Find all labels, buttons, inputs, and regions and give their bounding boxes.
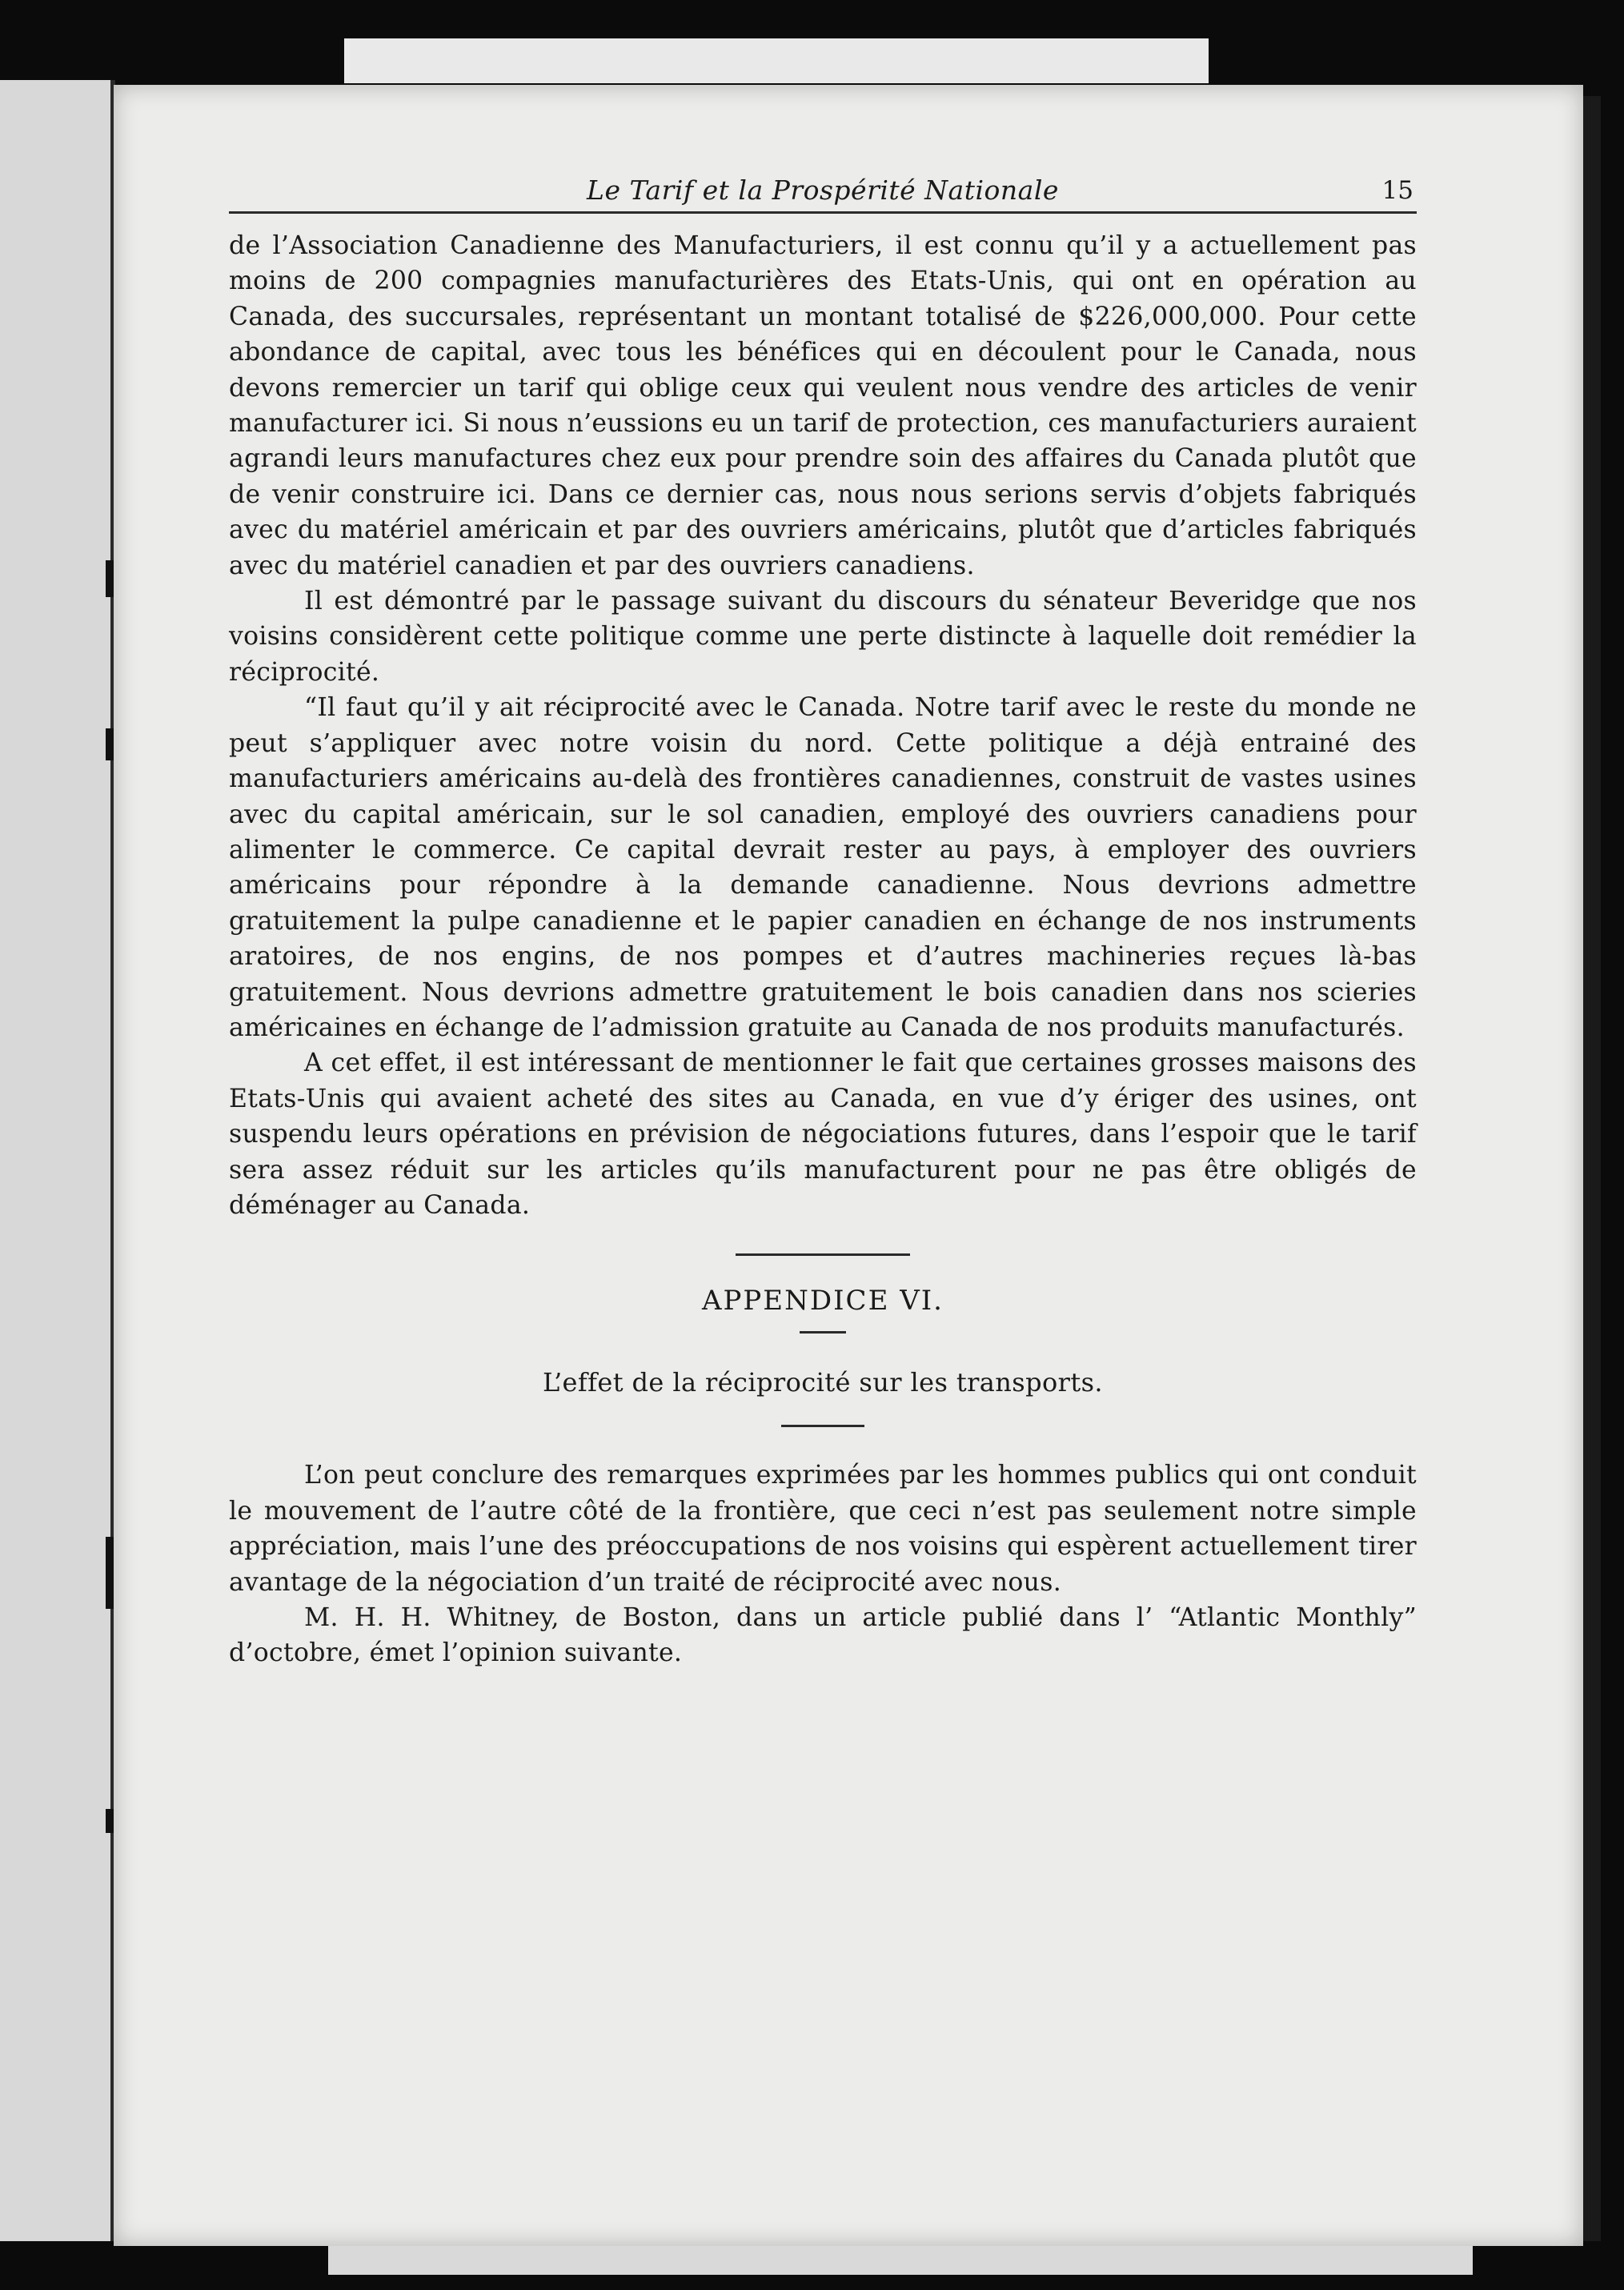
- page-number: 15: [1381, 176, 1413, 205]
- appendix-heading: APPENDICE VI.: [701, 1285, 944, 1317]
- appendix-body: [229, 1458, 1417, 1670]
- page-content: [229, 171, 1417, 1671]
- running-title: Le Tarif et la Prospérité Nationale: [587, 174, 1059, 206]
- body-paragraph: A cet effet, il est intéressant de mentionner le fait que certaines grosses maisons des Etats-Unis qui avaient acheté des sites au Canada, en vue d’y ériger des usines, ont suspendu leurs opérations en prévision de négociations futures, dans l’espoir que le tarif sera assez réduit sur les articles qu’ils manufacturent pour ne pas être obligés de déménager au Canada.: [229, 1049, 1417, 1220]
- scan-top-strip: [344, 38, 1209, 83]
- scan-bottom-strip: [328, 2246, 1473, 2275]
- appendix-subtitle: L’effet de la réciprocité sur les transports.: [542, 1367, 1103, 1398]
- running-header: [229, 171, 1417, 214]
- body-paragraph: Il est démontré par le passage suivant du discours du sénateur Beveridge que nos voisins considèrent cette politique comme une perte distincte à laquelle doit remédier la réciprocité.: [229, 587, 1417, 687]
- page-right-shadow: [1583, 96, 1601, 2241]
- body-paragraph: de l’Association Canadienne des Manufacturiers, il est connu qu’il y a actuellement pas moins de 200 compagnies manufacturières des Etats-Unis, qui ont en opération au Canada, des succursales, représentant un montant totalisé de $226,000,000. Pour cette abondance de capital, avec tous les bénéfices qui en découlent pour le Canada, nous devons remercier un tarif qui oblige ceux qui veulent nous vendre des articles de venir manufacturer ici. Si nous n’eussions eu un tarif de protection, ces manufacturiers auraient agrandi leurs manufactures chez eux pour prendre soin des affaires du Canada plutôt que de venir construire ici. Dans ce dernier cas, nous nous serions servis d’objets fabriqués avec du matériel américain et par des ouvriers américains, plutôt que d’articles fabriqués avec du matériel canadien et par des ouvriers canadiens.: [229, 231, 1417, 580]
- body-paragraph: L’on peut conclure des remarques exprimées par les hommes publics qui ont conduit le mouvement de l’autre côté de la frontière, que ceci n’est pas seulement notre simple appréciation, mais l’une des préoccupations de nos voisins qui espèrent actuellement tirer avantage de la négociation d’un traité de réciprocité avec nous.: [229, 1461, 1417, 1597]
- body-paragraph: M. H. H. Whitney, de Boston, dans un article publié dans l’ “Atlantic Monthly” d’octobre, émet l’opinion suivante.: [229, 1603, 1417, 1668]
- subtitle-rule: [781, 1425, 864, 1427]
- section-divider: [736, 1253, 910, 1256]
- heading-rule: [800, 1331, 846, 1333]
- quotation-paragraph: “Il faut qu’il y ait réciprocité avec le Canada. Notre tarif avec le reste du monde ne peut s’appliquer avec notre voisin du nord. Cette politique a déjà entrainé des manufacturiers américains au-delà des frontières canadiennes, construit de vastes usines avec du capital américain, sur le sol canadien, employé des ouvriers canadiens pour alimenter le commerce. Ce capital devrait rester au pays, à employer des ouvriers américains pour répondre à la demande canadienne. Nous devrions admettre gratuitement la pulpe canadienne et le papier canadien en échange de nos instruments aratoires, de nos engins, de nos pompes et d’autres machineries reçues là-bas gratuitement. Nous devrions admettre gratuitement le bois canadien dans nos scieries américaines en échange de l’admission gratuite au Canada de nos produits manufacturés.: [229, 693, 1417, 1042]
- adjacent-page-edge: [0, 80, 114, 2241]
